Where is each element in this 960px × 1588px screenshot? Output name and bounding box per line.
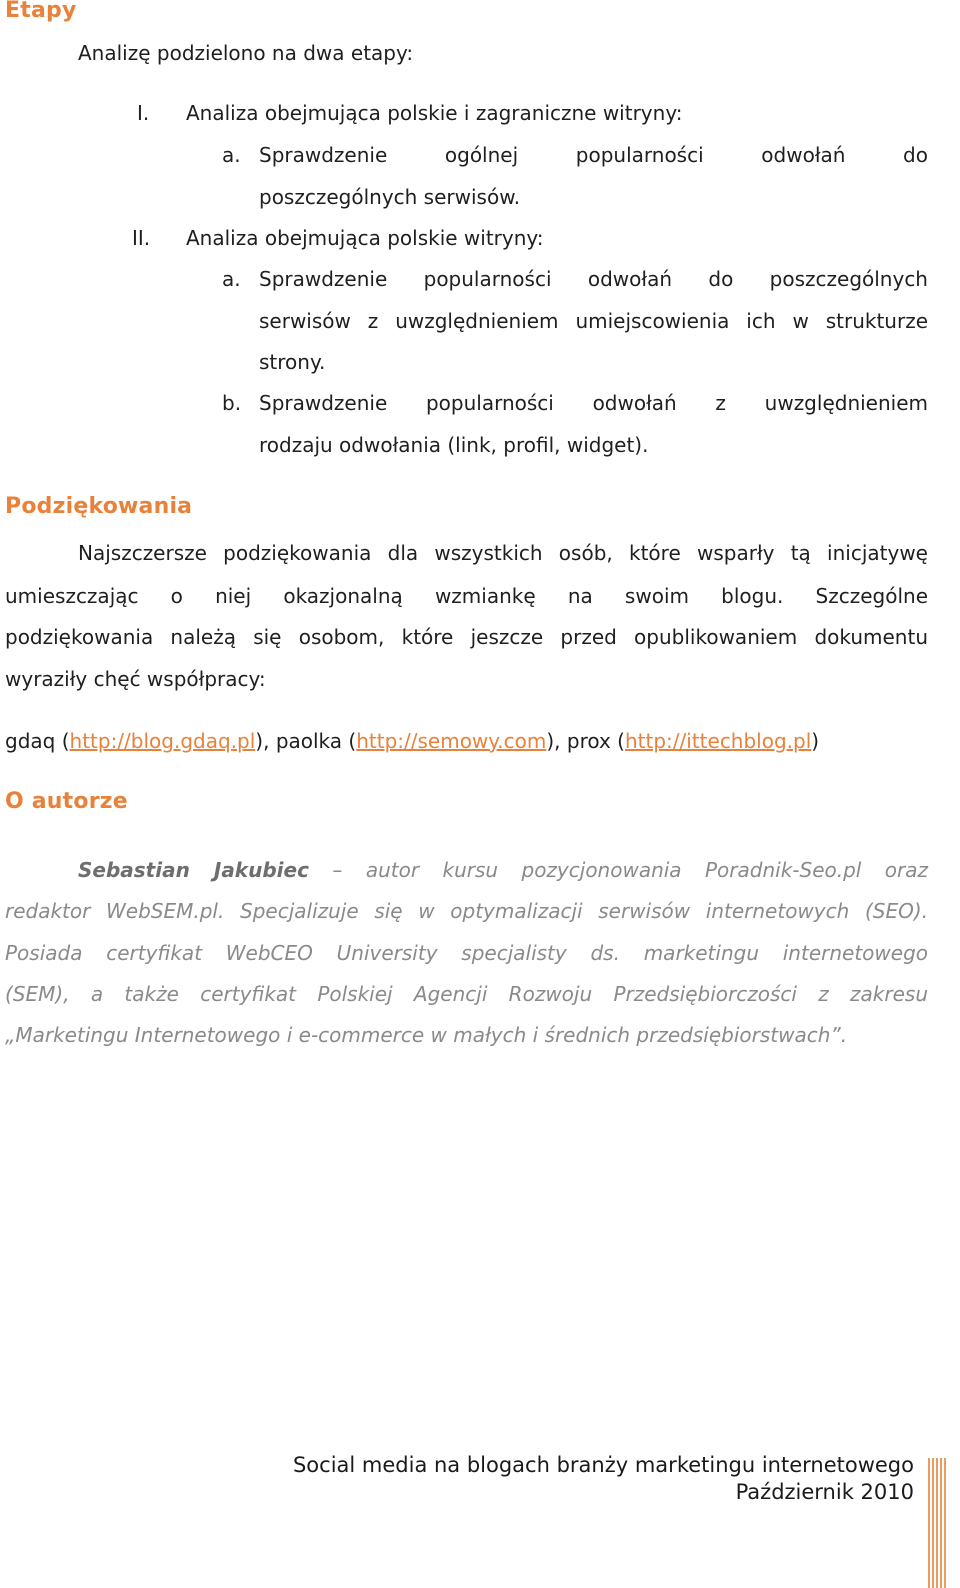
section-heading-etapy: Etapy: [5, 0, 77, 23]
footer-date: Październik 2010: [735, 1480, 914, 1504]
stage-2a-line-1: Sprawdzenie popularności odwołań do poszczególnych: [259, 267, 928, 291]
thanks-line-3: podziękowania należą się osobom, które jeszcze przed opublikowaniem dokumentu: [5, 625, 928, 649]
footer-title: Social media na blogach branży marketingu internetowego: [292, 1453, 914, 1477]
stage-2a-marker: a.: [222, 267, 241, 291]
stage-2-marker: II.: [132, 226, 151, 250]
stage-1-marker: I.: [137, 101, 150, 125]
author-name: Sebastian Jakubiec: [78, 858, 309, 882]
link-ittechblog[interactable]: http://ittechblog.pl: [625, 729, 812, 753]
stage-1-text: Analiza obejmująca polskie i zagraniczne witryny:: [186, 101, 683, 125]
section-heading-o-autorze: O autorze: [5, 789, 128, 814]
person-name: gdaq: [5, 729, 56, 753]
author-line-4: (SEM), a także certyfikat Polskiej Agencji Rozwoju Przedsiębiorczości z zakresu: [5, 982, 928, 1006]
stage-2-text: Analiza obejmująca polskie witryny:: [186, 226, 544, 250]
thanks-people: gdaq (http://blog.gdaq.pl), paolka (http://semowy.com), prox (http://ittechblog.pl): [5, 729, 820, 753]
thanks-line-2: umieszczając o niej okazjonalną wzmiankę na swoim blogu. Szczególne: [5, 584, 928, 608]
stage-2b-marker: b.: [222, 391, 242, 415]
stage-1a-marker: a.: [222, 143, 241, 167]
thanks-line-4: wyraziły chęć współpracy:: [5, 667, 266, 691]
etapy-intro: Analizę podzielono na dwa etapy:: [78, 41, 414, 65]
stage-2b-line-2: rodzaju odwołania (link, profil, widget).: [259, 433, 649, 457]
link-semowy[interactable]: http://semowy.com: [356, 729, 547, 753]
stage-2a-line-3: strony.: [259, 350, 326, 374]
stage-1a-line-2: poszczególnych serwisów.: [259, 185, 521, 209]
thanks-line-1: Najszczersze podziękowania dla wszystkich osób, które wsparły tą inicjatywę: [78, 541, 928, 565]
author-line-2: redaktor WebSEM.pl. Specjalizuje się w optymalizacji serwisów internetowych (SEO).: [5, 899, 928, 923]
stage-1a-line-1: Sprawdzenie ogólnej popularności odwołań do: [259, 143, 928, 167]
person-name: paolka: [275, 729, 343, 753]
link-blog-gdaq[interactable]: http://blog.gdaq.pl: [69, 729, 256, 753]
author-line-5: „Marketingu Internetowego i e-commerce w małych i średnich przedsiębiorstwach”.: [5, 1023, 848, 1047]
person-name: prox: [566, 729, 611, 753]
author-line-3: Posiada certyfikat WebCEO University specjalisty ds. marketingu internetowego: [5, 941, 928, 965]
section-heading-podziekowania: Podziękowania: [5, 494, 193, 519]
stage-2a-line-2: serwisów z uwzględnieniem umiejscowienia ich w strukturze: [259, 309, 928, 333]
author-line-1: Sebastian Jakubiec – autor kursu pozycjonowania Poradnik-Seo.pl oraz: [78, 858, 928, 882]
stage-2b-line-1: Sprawdzenie popularności odwołań z uwzględnieniem: [259, 391, 928, 415]
footer-decoration: [928, 1458, 950, 1588]
